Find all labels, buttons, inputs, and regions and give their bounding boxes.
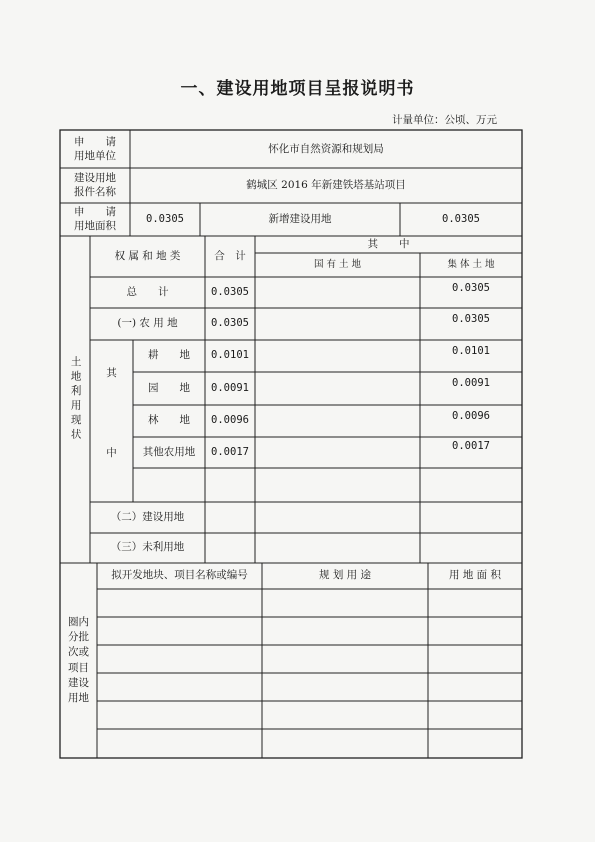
land-row-collective: 0.0017 xyxy=(452,440,490,453)
project-label: 建设用地 报件名称 xyxy=(74,172,116,198)
land-row-label: （二）建设用地 xyxy=(110,510,185,523)
land-row-collective: 0.0305 xyxy=(452,313,490,326)
new-construction-value: 0.0305 xyxy=(442,212,480,225)
land-row-label: 林 地 xyxy=(148,414,190,427)
land-status-side-label: 土地利用现状 xyxy=(69,356,82,443)
document-title: 一、建设用地项目呈报说明书 xyxy=(180,79,415,99)
applicant-label: 申 请 用地单位 xyxy=(74,136,116,162)
land-row-label: 其他农用地 xyxy=(142,445,196,458)
land-row-total: 0.0305 xyxy=(211,285,249,298)
header-block-name: 拟开发地块、项目名称或编号 xyxy=(111,569,248,582)
batch-side-label: 圈内分批次或项目建设用地 xyxy=(68,615,89,704)
header-planned-use: 规 划 用 途 xyxy=(318,569,371,582)
land-row-label: 园 地 xyxy=(148,381,190,394)
header-of-which: 其 中 xyxy=(367,237,410,250)
project-value: 鹤城区 2016 年新建铁塔基站项目 xyxy=(246,178,406,191)
header-collective-land: 集 体 土 地 xyxy=(447,259,495,271)
land-row-total: 0.0017 xyxy=(211,445,249,458)
land-row-label: 耕 地 xyxy=(148,349,190,362)
land-row-collective: 0.0305 xyxy=(452,282,490,295)
of-which-label-2: 中 xyxy=(106,447,117,460)
land-row-collective: 0.0101 xyxy=(452,345,490,358)
new-construction-label: 新增建设用地 xyxy=(268,212,332,225)
area-label: 申 请 用地面积 xyxy=(74,206,116,232)
land-row-total: 0.0305 xyxy=(211,317,249,330)
applicant-value: 怀化市自然资源和规划局 xyxy=(268,142,384,155)
land-row-total: 0.0101 xyxy=(211,349,249,362)
land-row-total: 0.0096 xyxy=(211,414,249,427)
land-row-label: 总 计 xyxy=(126,285,169,298)
unit-label: 计量单位：公顷、万元 xyxy=(392,114,497,126)
area-value: 0.0305 xyxy=(146,212,184,225)
land-row-total: 0.0091 xyxy=(211,381,249,394)
header-category: 权 属 和 地 类 xyxy=(114,249,181,262)
land-row-label: （三）未利用地 xyxy=(110,541,185,554)
land-row-collective: 0.0096 xyxy=(452,410,490,423)
header-total: 合 计 xyxy=(214,249,246,262)
of-which-label-1: 其 xyxy=(106,367,117,380)
header-state-land: 国 有 土 地 xyxy=(313,259,362,271)
land-row-collective: 0.0091 xyxy=(452,377,490,390)
land-row-label: (一) 农 用 地 xyxy=(117,317,178,330)
header-land-area: 用 地 面 积 xyxy=(448,569,501,582)
